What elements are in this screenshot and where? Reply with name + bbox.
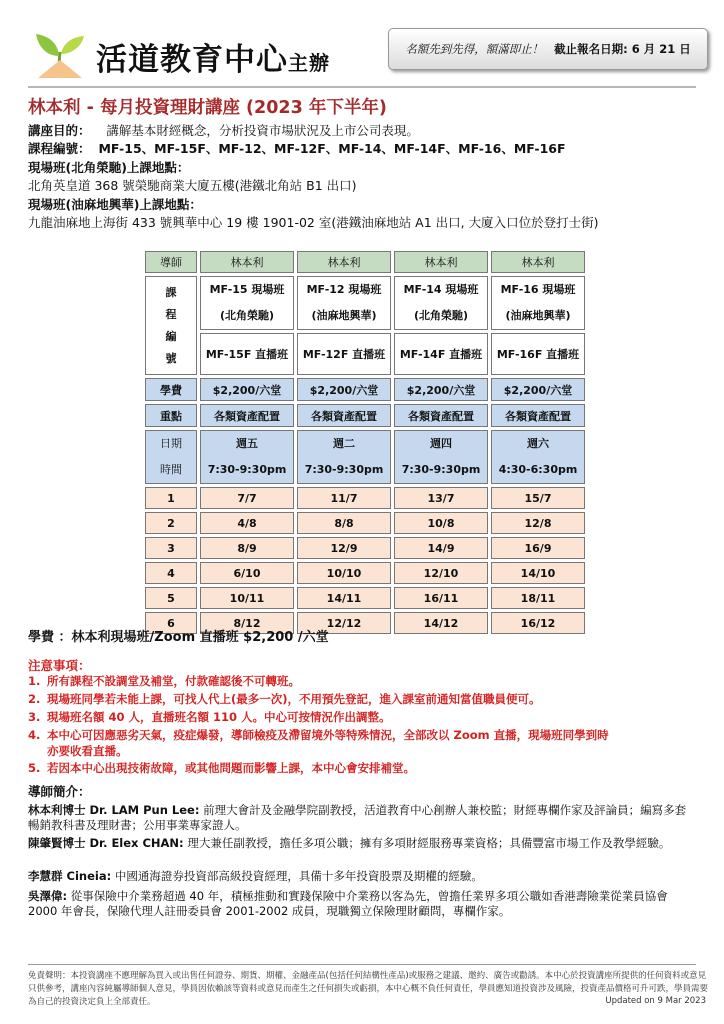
- session-date: 13/7: [394, 487, 488, 509]
- tutor-header: 導師: [145, 251, 197, 273]
- date-time-header: 日期 時間: [145, 430, 197, 484]
- tutor-name: 李慧群 Cineia:: [28, 869, 112, 883]
- session-date: 4/8: [200, 512, 294, 534]
- note-item: 3. 現場班名額 40 人，直播班名額 110 人。中心可按情況作出調整。: [28, 710, 391, 724]
- tutor-name: 吳澤偉:: [28, 889, 68, 903]
- session-date: 8/9: [200, 537, 294, 559]
- codes-label: 課程編號：: [28, 141, 91, 156]
- session-date: 15/7: [491, 487, 585, 509]
- fee-cell: $2,200/六堂: [491, 378, 585, 401]
- fee-summary: 學費 ：林本利現場班/Zoom 直播班 $2,200 /六堂: [28, 630, 329, 645]
- session-number: 4: [145, 562, 197, 584]
- session-row: [145, 562, 585, 584]
- day-time-cell: 週四 7:30-9:30pm: [394, 430, 488, 484]
- day-time-cell: 週六 4:30-6:30pm: [491, 430, 585, 484]
- session-date: 10/11: [200, 587, 294, 609]
- tutor-row: [145, 251, 585, 273]
- focus-header: 重點: [145, 404, 197, 427]
- notes-title: 注意事項：: [28, 658, 91, 673]
- tutor-bio: 林本利博士 Dr. LAM Pun Lee: 前理大會計及金融學院副教授，活道教育中心創辦人兼校監；財經專欄作家及評論員；編寫多套暢銷教科書及理財書；公用事業專家證人。: [28, 803, 687, 832]
- session-date: 12/9: [297, 537, 391, 559]
- venue2-address: 九龍油麻地上海街 433 號興華中心 19 樓 1901-02 室(港鐵油麻地站 A1 出口, 大廈入口位於登打士街): [28, 215, 599, 230]
- codes-line: [28, 139, 566, 157]
- venue2-label: 現場班(油麻地興華)上課地點：: [28, 197, 202, 212]
- session-date: 10/10: [297, 562, 391, 584]
- session-date: 18/11: [491, 587, 585, 609]
- notice-deadline: 截止報名日期: 6 月 21 日: [554, 42, 691, 56]
- note-item: 2. 現場班同學若未能上課，可找人代上(最多一次)，不用預先登記，進入課室前通知當值職員便可。: [28, 692, 541, 706]
- session-row: [145, 587, 585, 609]
- session-date: 11/7: [297, 487, 391, 509]
- session-date: 10/8: [394, 512, 488, 534]
- course-stream-row: [145, 333, 585, 375]
- day-time-cell: 週五 7:30-9:30pm: [200, 430, 294, 484]
- note-item: 4. 本中心可因應惡劣天氣，疫症爆發，導師檢疫及滯留境外等特殊情況，全部改以 Zoom 直播，現場班同學到時: [28, 728, 609, 742]
- header-divider: [28, 86, 696, 88]
- sprout-logo-icon: [32, 30, 88, 80]
- tutor-name: 林本利博士 Dr. LAM Pun Lee:: [28, 803, 200, 817]
- venue1-address: 北角英皇道 368 號榮馳商業大廈五樓(港鐵北角站 B1 出口): [28, 178, 357, 193]
- updated-date: Updated on 9 Mar 2023: [605, 996, 706, 1006]
- session-date: 8/12: [200, 612, 294, 634]
- codes-text: MF-15、MF-15F、MF-12、MF-12F、MF-14、MF-14F、MF-16、MF-16F: [98, 141, 566, 156]
- stream-class-cell: MF-15F 直播班: [200, 333, 294, 375]
- tutor-bio: 陳肇賢博士 Dr. Elex CHAN: 理大兼任副教授，擔任多項公職；擁有多項財經服務專業資格；具備豐富市場工作及教學經驗。: [28, 836, 671, 850]
- fee-cell: $2,200/六堂: [200, 378, 294, 401]
- session-date: 8/8: [297, 512, 391, 534]
- focus-cell: 各類資產配置: [297, 404, 391, 427]
- session-date: 14/12: [394, 612, 488, 634]
- disclaimer: 免責聲明：本投資講座不應理解為買入或出售任何證券、期貨、期權、金融產品(包括任何結構性產品)或服務之建議、邀約、廣告或勸誘。本中心於投資講座所提供的任何資料或意見只供參考，講座內容純屬導師個人意見，學員因依賴該等資料或意見而產生之任何損失或虧損，本中心概不負任何責任，學員應知道投資涉及風險，投資產品價格可升可跌，學員需要為自己的投資決定負上全部責任。: [28, 971, 709, 1007]
- fee-cell: $2,200/六堂: [297, 378, 391, 401]
- venue1-label: 現場班(北角榮馳)上課地點：: [28, 160, 190, 175]
- session-number: 1: [145, 487, 197, 509]
- focus-row: [145, 404, 585, 427]
- session-date: 12/8: [491, 512, 585, 534]
- session-number: 6: [145, 612, 197, 634]
- day-time-cell: 週二 7:30-9:30pm: [297, 430, 391, 484]
- tutor-cell: 林本利: [491, 251, 585, 273]
- session-date: 12/12: [297, 612, 391, 634]
- tutor-bio: 吳澤偉: 從事保險中介業務超過 40 年，積極推動和實踐保險中介業務以客為先，曾擔任業界多項公職如香港壽險業從業員協會 2000 年會長，保險代理人註冊委員會 2001-2002 成員，現職獨立保險理財顧問，專欄作家。: [28, 889, 668, 918]
- live-class-cell: MF-14 現場班 (北角榮馳): [394, 276, 488, 330]
- session-row: [145, 512, 585, 534]
- org-name: 活道教育中心主辦: [96, 42, 330, 78]
- focus-cell: 各類資產配置: [394, 404, 488, 427]
- session-number: 2: [145, 512, 197, 534]
- tutor-cell: 林本利: [297, 251, 391, 273]
- purpose-label: 講座目的：: [28, 123, 91, 138]
- note-item-continued: 亦要收看直播。: [47, 744, 128, 758]
- registration-notice: [388, 28, 708, 70]
- course-title: 林本利 - 每月投資理財講座 (2023 年下半年): [28, 98, 387, 118]
- focus-cell: 各類資產配置: [200, 404, 294, 427]
- course-live-row: [145, 276, 585, 330]
- session-date: 14/11: [297, 587, 391, 609]
- tutor-name: 陳肇賢博士 Dr. Elex CHAN:: [28, 836, 184, 850]
- tutor-cell: 林本利: [394, 251, 488, 273]
- session-date: 14/10: [491, 562, 585, 584]
- notice-first-come: 名額先到先得，額滿即止！: [405, 42, 544, 56]
- schedule-row: [145, 430, 585, 484]
- session-date: 14/9: [394, 537, 488, 559]
- session-date: 16/9: [491, 537, 585, 559]
- course-code-header: 課 程 編 號: [145, 276, 197, 375]
- fee-cell: $2,200/六堂: [394, 378, 488, 401]
- footer-divider: [28, 964, 696, 965]
- stream-class-cell: MF-14F 直播班: [394, 333, 488, 375]
- stream-class-cell: MF-16F 直播班: [491, 333, 585, 375]
- live-class-cell: MF-16 現場班 (油麻地興華): [491, 276, 585, 330]
- note-item: 5. 若因本中心出現技術故障，或其他問題而影響上課，本中心會安排補堂。: [28, 761, 415, 775]
- tutor-cell: 林本利: [200, 251, 294, 273]
- session-date: 16/11: [394, 587, 488, 609]
- fee-row: [145, 378, 585, 401]
- fee-header: 學費: [145, 378, 197, 401]
- focus-cell: 各類資產配置: [491, 404, 585, 427]
- schedule-table: [142, 248, 588, 637]
- purpose-text: 講解基本財經概念，分析投資市場狀況及上市公司表現。: [106, 123, 419, 138]
- tutors-title: 導師簡介：: [28, 784, 91, 799]
- purpose-line: [28, 121, 419, 139]
- session-number: 3: [145, 537, 197, 559]
- session-date: 12/10: [394, 562, 488, 584]
- live-class-cell: MF-12 現場班 (油麻地興華): [297, 276, 391, 330]
- stream-class-cell: MF-12F 直播班: [297, 333, 391, 375]
- org-suffix: 主辦: [288, 51, 330, 75]
- note-item: 1. 所有課程不設調堂及補堂，付款確認後不可轉班。: [28, 674, 300, 688]
- live-class-cell: MF-15 現場班 (北角榮馳): [200, 276, 294, 330]
- session-row: [145, 537, 585, 559]
- session-date: 6/10: [200, 562, 294, 584]
- session-date: 16/12: [491, 612, 585, 634]
- session-date: 7/7: [200, 487, 294, 509]
- session-row: [145, 487, 585, 509]
- session-number: 5: [145, 587, 197, 609]
- tutor-bio: 李慧群 Cineia: 中國通海證券投資部高級投資經理，具備十多年投資股票及期權的經驗。: [28, 869, 483, 883]
